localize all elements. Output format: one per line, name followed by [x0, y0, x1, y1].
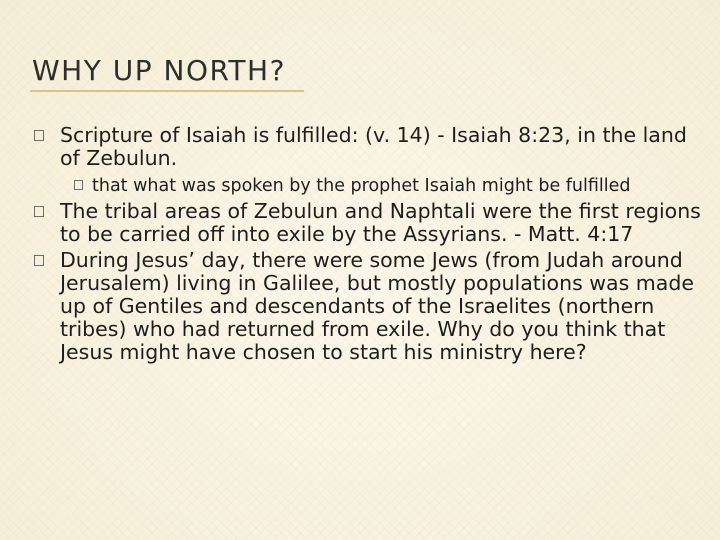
bullet-text: Scripture of Isaiah is fulfilled: (v. 14) - Isaiah 8:23, in the land of Zebulun.	[60, 123, 687, 170]
sub-bullet-text: that what was spoken by the prophet Isaiah might be fulfilled	[92, 176, 631, 196]
sub-bullet-list	[60, 176, 710, 196]
square-bullet-icon	[34, 130, 44, 141]
sub-bullet-item	[60, 176, 710, 196]
square-bullet-icon	[34, 255, 44, 266]
title-underline	[30, 90, 304, 92]
bullet-text: The tribal areas of Zebulun and Naphtali were the first regions to be carried off into exile by the Assyrians. - Matt. 4:17	[60, 199, 701, 246]
bullet-text: During Jesus’ day, there were some Jews (from Judah around Jerusalem) living in Galilee, but mostly populations was made up of Gentiles and descendants of the Israelites (northern tribes) who had returned from exile. Why do you think that Jesus might have chosen to start his ministry here?	[60, 248, 694, 364]
bullet-list	[34, 124, 710, 367]
bullet-item-1	[34, 124, 710, 196]
square-bullet-icon	[74, 180, 83, 190]
slide-title: WHY UP NORTH?	[32, 54, 286, 87]
bullet-item-3	[34, 249, 710, 364]
bullet-item-2	[34, 200, 710, 246]
square-bullet-icon	[34, 206, 44, 217]
